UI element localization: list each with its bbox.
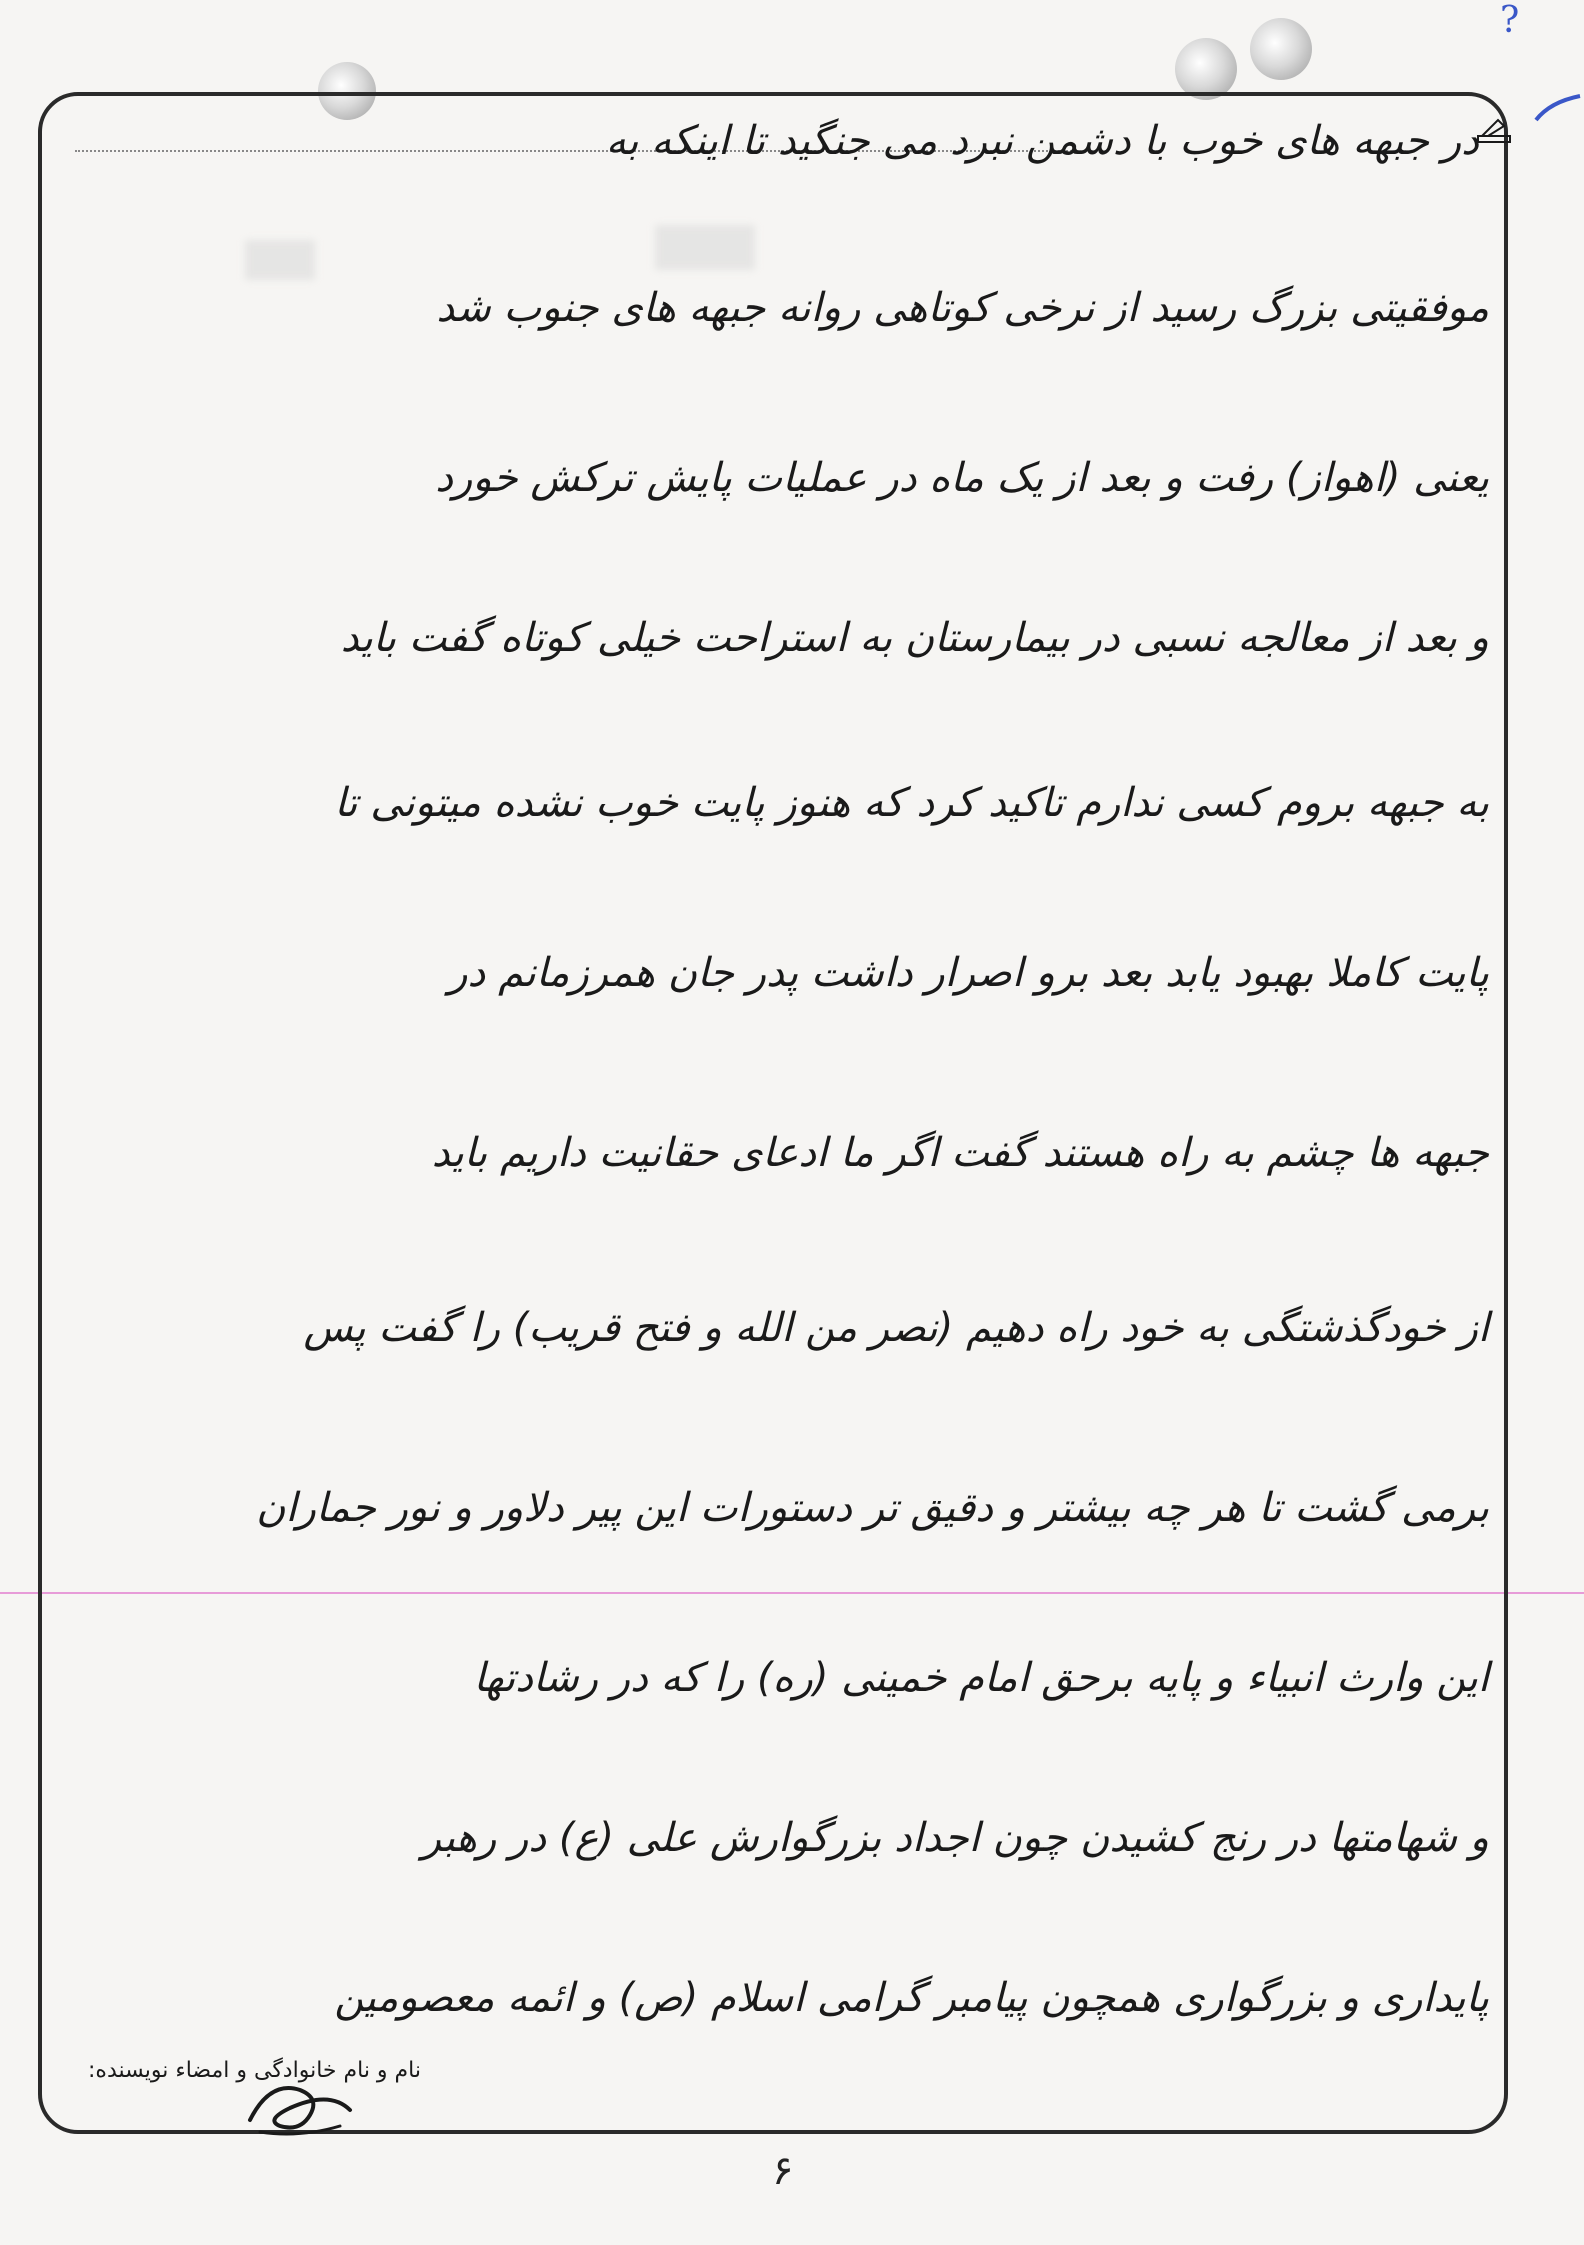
signature <box>240 2060 370 2140</box>
author-signature-label: نام و نام خانوادگی و امضاء نویسنده: <box>88 2058 421 2083</box>
text-line-1: در جبهه های خوب با دشمن نبرد می جنگید تا اینکه به <box>605 118 1479 164</box>
text-line-7: جبهه ها چشم به راه هستند گفت اگر ما ادعای حقانیت داریم باید <box>431 1130 1489 1176</box>
pencil-icon <box>1476 116 1512 146</box>
blue-pen-stroke <box>1530 90 1584 130</box>
text-line-5: به جبهه بروم کسی ندارم تاکید کرد که هنوز پایت خوب نشده میتونی تا <box>334 780 1489 826</box>
text-line-11: و شهامتها در رنج کشیدن چون اجداد بزرگوارش علی (ع) در رهبر <box>421 1815 1489 1861</box>
text-line-6: پایت کاملا بهبود یابد بعد برو اصرار داشت پدر جان همرزمانم در <box>448 950 1489 996</box>
punch-hole <box>1250 18 1312 80</box>
text-line-12: پایداری و بزرگواری همچون پیامبر گرامی اسلام (ص) و ائمه معصومین <box>334 1975 1489 2021</box>
text-line-8: از خودگذشتگی به خود راه دهیم (نصر من الله و فتح قریب) را گفت پس <box>303 1305 1489 1351</box>
text-line-2: موفقیتی بزرگ رسید از نرخی کوتاهی روانه جبهه های جنوب شد <box>436 285 1489 331</box>
punch-hole <box>1175 38 1237 100</box>
text-line-9: برمی گشت تا هر چه بیشتر و دقیق تر دستورات این پیر دلاور و نور جماران <box>256 1485 1489 1531</box>
text-line-3: یعنی (اهواز) رفت و بعد از یک ماه در عملیات پایش ترکش خورد <box>435 455 1489 501</box>
text-line-4: و بعد از معالجه نسبی در بیمارستان به استراحت خیلی کوتاه گفت باید <box>340 615 1489 661</box>
blue-pen-mark: ? <box>1500 0 1520 41</box>
text-line-10: این وارث انبیاء و پایه برحق امام خمینی (ره) را که در رشادتها <box>473 1655 1489 1701</box>
page-number: ۶ <box>772 2148 794 2194</box>
